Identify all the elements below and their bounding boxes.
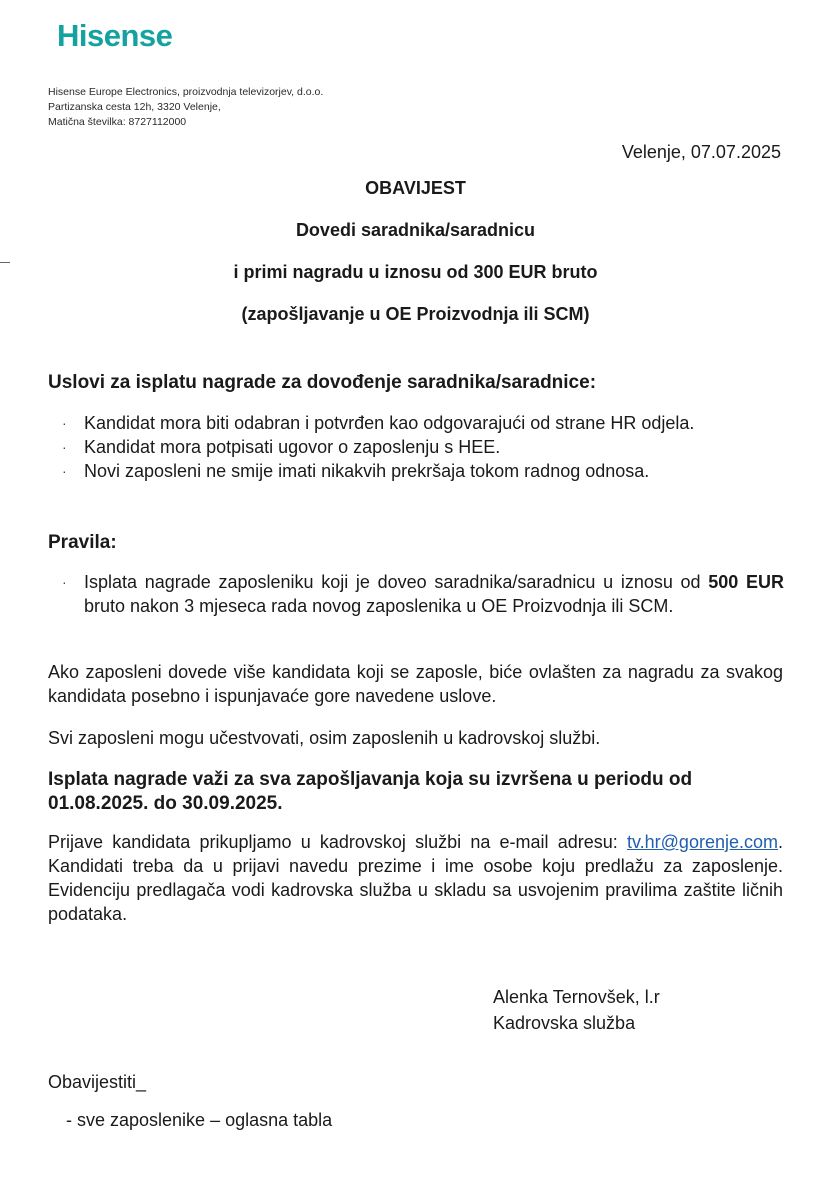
condition-item: · Kandidat mora biti odabran i potvrđen kao odgovarajući od strane HR odjela.: [62, 411, 694, 435]
margin-mark: [0, 262, 10, 263]
rules-heading: Pravila:: [48, 532, 117, 553]
condition-item: · Kandidat mora potpisati ugovor o zaposlenju s HEE.: [62, 435, 694, 459]
title-line-3: i primi nagradu u iznosu od 300 EUR bruto: [233, 262, 598, 282]
conditions-heading: Uslovi za isplatu nagrade za dovođenje saradnika/saradnice:: [48, 372, 597, 393]
document-date: Velenje, 07.07.2025: [621, 142, 781, 162]
rule-item: [62, 570, 784, 618]
application-paragraph: [48, 830, 783, 926]
company-address: Partizanska cesta 12h, 3320 Velenje,: [48, 101, 221, 113]
document-title: [0, 176, 831, 344]
rule-text-2: bruto nakon 3 mjeseca rada novog zaposlenika u OE Proizvodnja ili SCM.: [84, 596, 674, 616]
company-name: Hisense Europe Electronics, proizvodnja televizorjev, d.o.o.: [48, 86, 324, 98]
bullet-dot: ·: [62, 574, 67, 590]
conditions-list: [62, 411, 694, 483]
period-paragraph: Isplata nagrade važi za sva zapošljavanja koja su izvršena u periodu od 01.08.2025. do 30.09.2025.: [48, 769, 693, 814]
rule-amount: 500 EUR: [708, 572, 784, 592]
notify-label: Obavijestiti_: [48, 1072, 147, 1092]
condition-item: · Novi zaposleni ne smije imati nikakvih prekršaja tokom radnog odnosa.: [62, 459, 694, 483]
multiple-candidates-paragraph: Ako zaposleni dovede više kandidata koji se zaposle, biće ovlašten za nagradu za svakog kandidata posebno i ispunjavaće gore navedene uslove.: [48, 662, 783, 706]
notify-item: - sve zaposlenike – oglasna tabla: [66, 1110, 333, 1130]
rule-text-1: Isplata nagrade zaposleniku koji je doveo saradnika/saradnicu u iznosu od: [84, 572, 701, 592]
application-text-1: Prijave kandidata prikupljamo u kadrovskoj službi na e-mail adresu:: [48, 832, 618, 852]
title-line-2: Dovedi saradnika/saradnicu: [295, 220, 536, 240]
eligibility-paragraph: Svi zaposleni mogu učestvovati, osim zaposlenih u kadrovskoj službi.: [48, 728, 601, 748]
title-line-1: OBAVIJEST: [365, 178, 466, 198]
signatory-name: Alenka Ternovšek, l.r: [493, 987, 660, 1007]
title-line-4: (zapošljavanje u OE Proizvodnja ili SCM): [241, 304, 590, 324]
company-registration: Matična številka: 8727112000: [48, 116, 187, 128]
signatory-department: Kadrovska služba: [493, 1013, 636, 1033]
application-text-2: . Kandidati treba da u prijavi navedu prezime i ime osobe koju predlažu za zaposlenje. Evidenciju predlagača vodi kadrovska služba u skladu sa usvojenim pravilima zaštite ličnih podataka.: [48, 832, 783, 924]
signature-block: [493, 984, 660, 1036]
hisense-logo: Hisense: [57, 18, 173, 53]
email-link[interactable]: tv.hr@gorenje.com: [626, 832, 778, 852]
company-info: [48, 85, 323, 130]
